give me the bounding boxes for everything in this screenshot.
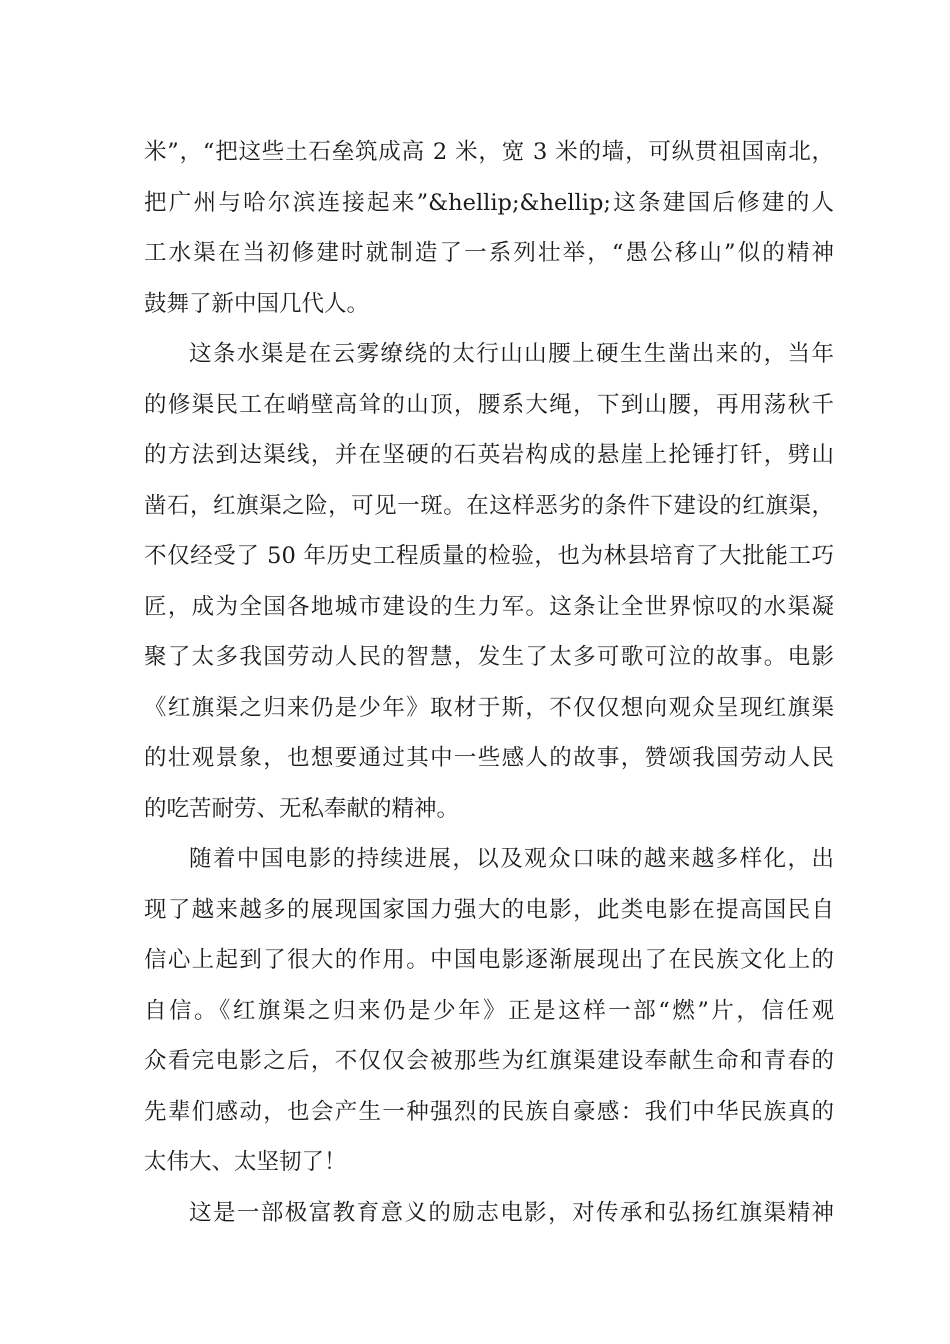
text-line: 工水渠在当初修建时就制造了一系列壮举，“愚公移山”似的精神 (144, 240, 834, 266)
text-line: 现了越来越多的展现国家国力强大的电影，此类电影在提高国民自 (144, 896, 834, 923)
text-line: 的壮观景象，也想要通过其中一些感人的故事，赞颂我国劳动人民 (144, 745, 834, 771)
text-line: 不仅经受了 50 年历史工程质量的检验，也为林县培育了大批能工巧 (144, 543, 834, 569)
text-line: 的吃苦耐劳、无私奉献的精神。 (144, 795, 460, 822)
paragraph (144, 1188, 834, 1239)
text-line: 这是一部极富教育意义的励志电影，对传承和弘扬红旗渠精神 (189, 1199, 834, 1226)
text-line: 随着中国电影的持续进展，以及观众口味的越来越多样化，出 (189, 846, 834, 872)
text-line: 自信。《红旗渠之归来仍是少年》正是这样一部“燃”片，信任观 (144, 997, 834, 1024)
text-line: 先辈们感动，也会产生一种强烈的民族自豪感：我们中华民族真的 (144, 1098, 834, 1125)
text-line: 米”，“把这些土石垒筑成高 2 米，宽 3 米的墙，可纵贯祖国南北， (144, 139, 834, 165)
paragraph (144, 329, 834, 834)
paragraph (144, 834, 834, 1188)
text-line: 的方法到达渠线，并在坚硬的石英岩构成的悬崖上抡锤打钎，劈山 (144, 442, 834, 468)
text-line: 把广州与哈尔滨连接起来”&hellip;&hellip;这条建国后修建的人 (144, 189, 834, 216)
text-line: 凿石，红旗渠之险，可见一斑。在这样恶劣的条件下建设的红旗渠， (144, 492, 834, 519)
text-line: 《红旗渠之归来仍是少年》取材于斯，不仅仅想向观众呈现红旗渠 (144, 694, 834, 721)
text-line: 聚了太多我国劳动人民的智慧，发生了太多可歌可泣的故事。电影 (144, 644, 834, 670)
document-body (144, 127, 834, 1238)
text-line: 信心上起到了很大的作用。中国电影逐渐展现出了在民族文化上的 (144, 947, 834, 973)
text-line: 的修渠民工在峭壁高耸的山顶，腰系大绳，下到山腰，再用荡秋千 (144, 391, 834, 418)
text-line: 众看完电影之后，不仅仅会被那些为红旗渠建设奉献生命和青春的 (144, 1048, 834, 1074)
text-line: 太伟大、太坚韧了！ (144, 1149, 347, 1175)
paragraph (144, 127, 834, 329)
text-line: 匠，成为全国各地城市建设的生力军。这条让全世界惊叹的水渠凝 (144, 593, 834, 620)
text-line: 这条水渠是在云雾缭绕的太行山山腰上硬生生凿出来的，当年 (189, 341, 834, 367)
text-line: 鼓舞了新中国几代人。 (144, 290, 370, 317)
